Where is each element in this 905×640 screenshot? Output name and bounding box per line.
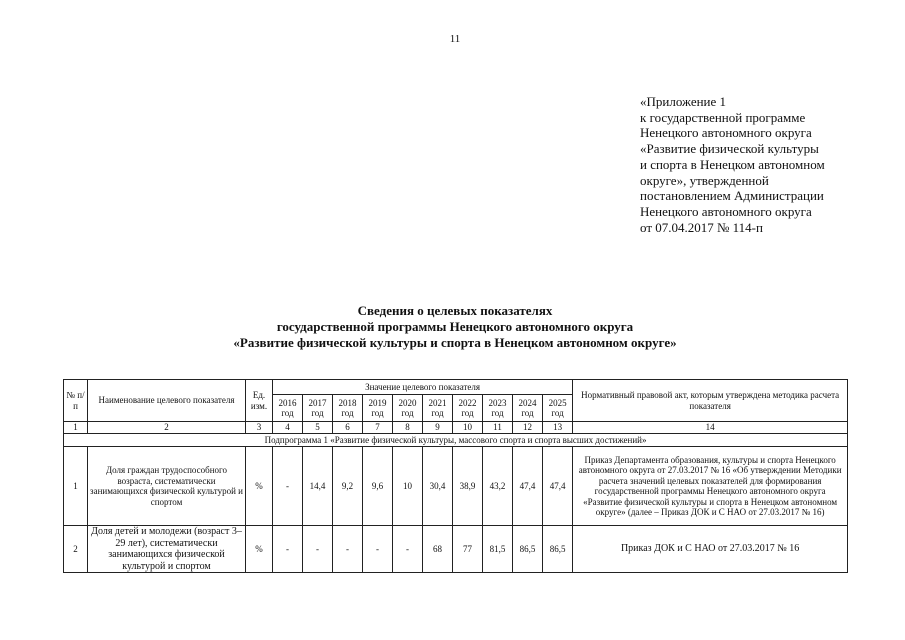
appendix-line: постановлением Администрации [640, 188, 824, 204]
row-unit: % [246, 526, 273, 573]
column-number: 12 [513, 422, 543, 434]
column-number: 14 [573, 422, 848, 434]
column-number: 3 [246, 422, 273, 434]
row-value: 47,4 [513, 447, 543, 526]
header-year: 2017 год [303, 395, 333, 422]
row-value: 30,4 [423, 447, 453, 526]
row-value: 9,2 [333, 447, 363, 526]
table-row [64, 447, 848, 526]
row-num: 2 [64, 526, 88, 573]
appendix-line: «Развитие физической культуры [640, 141, 819, 157]
column-number: 1 [64, 422, 88, 434]
header-year: 2018 год [333, 395, 363, 422]
row-value: - [333, 526, 363, 573]
row-value: 47,4 [543, 447, 573, 526]
row-num: 1 [64, 447, 88, 526]
column-number: 6 [333, 422, 363, 434]
row-name: Доля граждан трудоспособного возраста, систематически занимающихся физической культурой и спортом [88, 447, 246, 526]
appendix-line: и спорта в Ненецком автономном [640, 156, 825, 172]
header-value-group: Значение целевого показателя [273, 380, 573, 395]
appendix-line: от 07.04.2017 № 114-п [640, 219, 763, 235]
header-year: 2021 год [423, 395, 453, 422]
row-value: 38,9 [453, 447, 483, 526]
row-value: - [393, 526, 423, 573]
column-number: 7 [363, 422, 393, 434]
column-number: 10 [453, 422, 483, 434]
appendix-line: Ненецкого автономного округа [640, 203, 812, 219]
appendix-line: округе», утвержденной [640, 172, 769, 188]
header-year: 2020 год [393, 395, 423, 422]
title-line: государственной программы Ненецкого автономного округа [276, 319, 634, 334]
row-value: 86,5 [513, 526, 543, 573]
row-value: 14,4 [303, 447, 333, 526]
appendix-line: к государственной программе [640, 109, 806, 125]
row-value: 68 [423, 526, 453, 573]
header-act: Нормативный правовой акт, которым утверждена методика расчета показателя [573, 380, 848, 422]
indicators-table [63, 379, 848, 573]
header-name: Наименование целевого показателя [88, 380, 246, 422]
page-number: 11 [449, 33, 461, 45]
subprogram-title: Подпрограмма 1 «Развитие физической культуры, массового спорта и спорта высших достижений» [64, 434, 848, 447]
row-value: - [303, 526, 333, 573]
column-number: 5 [303, 422, 333, 434]
table-row [64, 526, 848, 573]
column-number: 4 [273, 422, 303, 434]
row-name: Доля детей и молодежи (возраст 3–29 лет), систематически занимающихся физической культурой и спортом [88, 526, 246, 573]
appendix-line: «Приложение 1 [640, 94, 727, 109]
row-value: - [363, 526, 393, 573]
column-number-row [64, 422, 848, 434]
row-value: 81,5 [483, 526, 513, 573]
header-unit: Ед. изм. [246, 380, 273, 422]
row-unit: % [246, 447, 273, 526]
row-value: - [273, 447, 303, 526]
subprogram-row [64, 434, 848, 447]
appendix-block [640, 94, 870, 235]
title-line: Сведения о целевых показателях [357, 303, 553, 318]
row-act: Приказ Департамента образования, культуры и спорта Ненецкого автономного округа от 27.03.2017 № 16 «Об утверждении Методики расчета значений целевых показателей для формирования государственной программы Ненецкого автономного округа «Развитие физической культуры и спорта в Ненецком автономном округе» (далее – Приказ ДОК и С НАО от 27.03.2017 № 16) [573, 447, 848, 526]
header-year: 2024 год [513, 395, 543, 422]
row-value: 10 [393, 447, 423, 526]
header-num: № п/п [64, 380, 88, 422]
header-year: 2025 год [543, 395, 573, 422]
row-value: 43,2 [483, 447, 513, 526]
header-year: 2023 год [483, 395, 513, 422]
row-value: 9,6 [363, 447, 393, 526]
column-number: 9 [423, 422, 453, 434]
column-number: 8 [393, 422, 423, 434]
header-year: 2022 год [453, 395, 483, 422]
appendix-line: Ненецкого автономного округа [640, 125, 812, 141]
row-value: 77 [453, 526, 483, 573]
column-number: 2 [88, 422, 246, 434]
row-act: Приказ ДОК и С НАО от 27.03.2017 № 16 [573, 526, 848, 573]
column-number: 13 [543, 422, 573, 434]
title-line: «Развитие физической культуры и спорта в Ненецком автономном округе» [233, 335, 677, 350]
document-title [150, 303, 760, 351]
row-value: - [273, 526, 303, 573]
row-value: 86,5 [543, 526, 573, 573]
header-year: 2016 год [273, 395, 303, 422]
column-number: 11 [483, 422, 513, 434]
header-year: 2019 год [363, 395, 393, 422]
